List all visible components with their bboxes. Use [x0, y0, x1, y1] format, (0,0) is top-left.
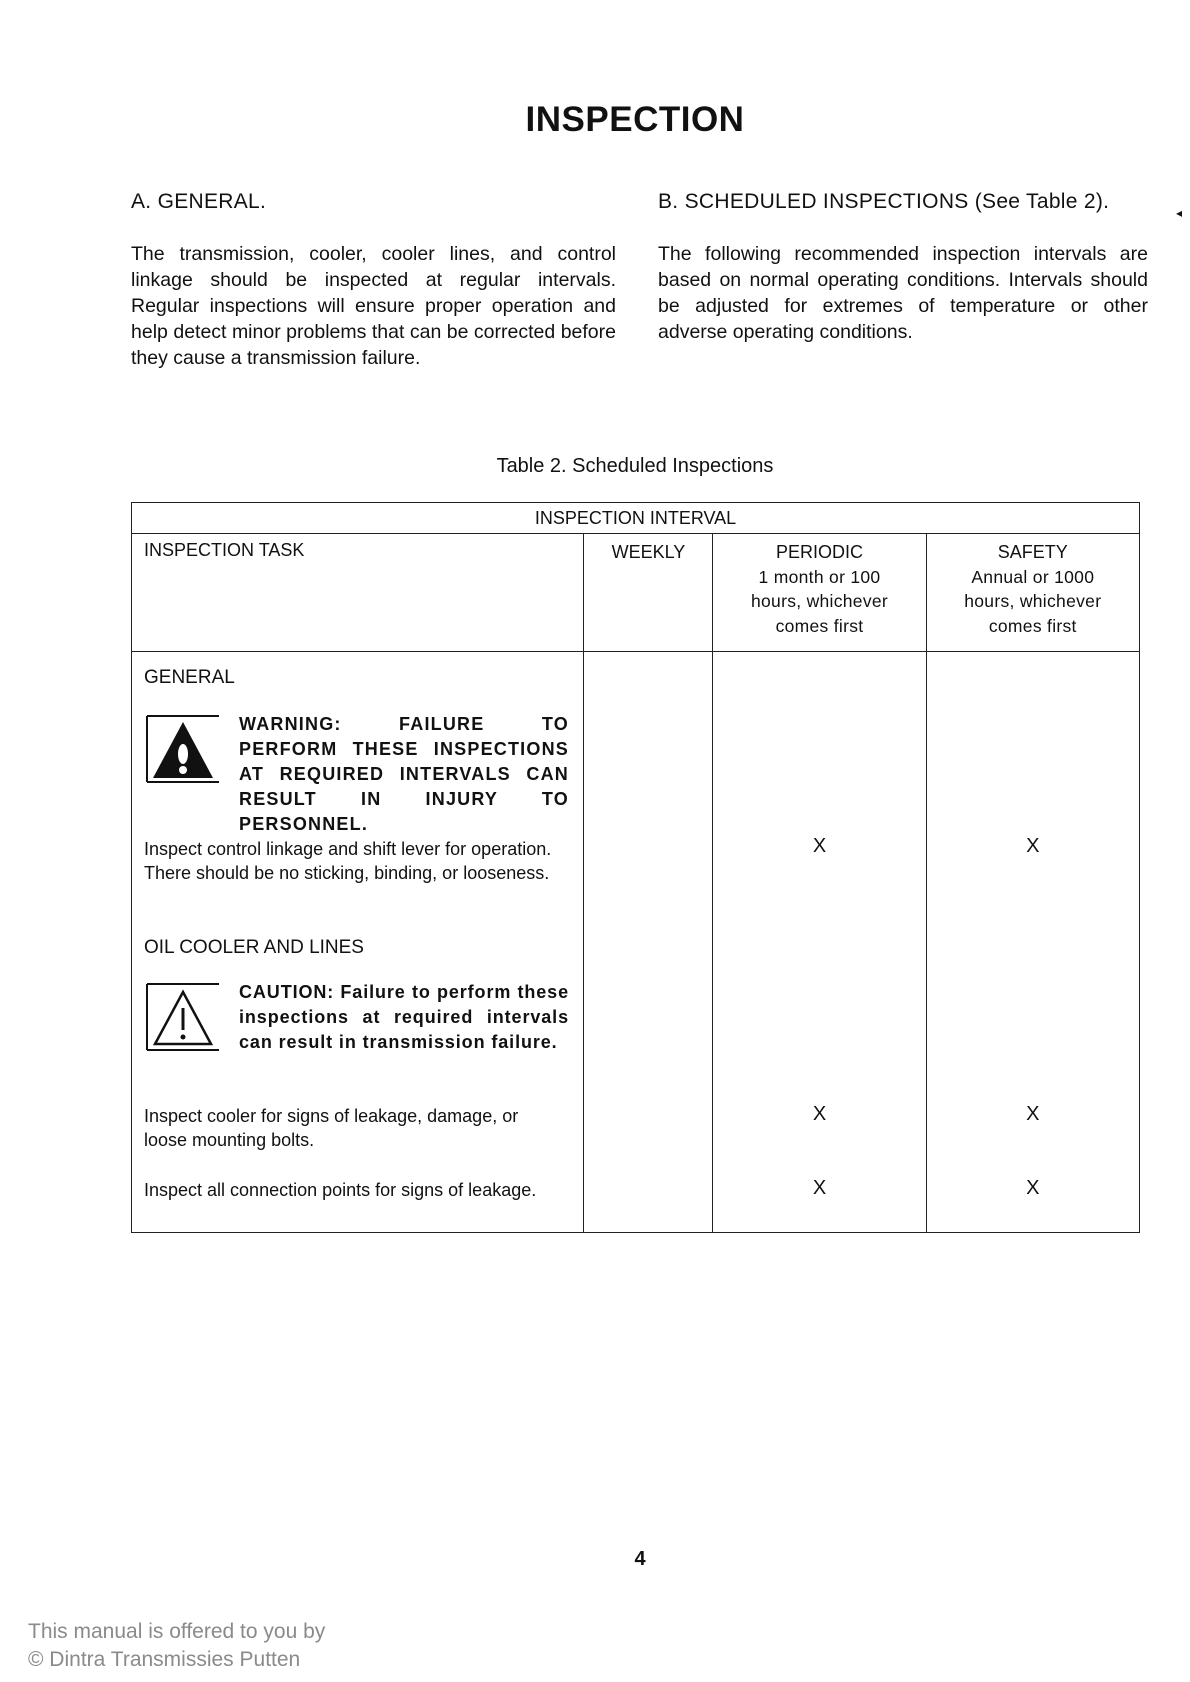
cooler-heading: OIL COOLER AND LINES	[144, 937, 364, 958]
periodic-header-label: PERIODIC	[776, 542, 864, 562]
safety-mark-connections: X	[1026, 1177, 1040, 1199]
safety-mark-linkage: X	[1026, 835, 1040, 857]
periodic-header	[713, 534, 926, 652]
page-title: INSPECTION	[525, 100, 745, 139]
section-general-body: The transmission, cooler, cooler lines, and control linkage should be inspected at regular intervals. Regular inspections will ensure proper operation and help detect minor problems that can be corrected before they cause a transmission failure.	[131, 243, 616, 369]
warning-text: WARNING: FAILURE TO PERFORM THESE INSPECTIONS AT REQUIRED INTERVALS CAN RESULT IN INJURY TO PERSONNEL.	[239, 714, 569, 834]
task-linkage: Inspect control linkage and shift lever for operation. There should be no sticking, binding, or looseness.	[144, 839, 552, 883]
section-scheduled-body: The following recommended inspection intervals are based on normal operating conditions. Intervals should be adjusted for extremes of temperature or other adverse operating conditions.	[658, 243, 1148, 343]
task-connections: Inspect all connection points for signs of leakage.	[144, 1180, 537, 1200]
general-heading: GENERAL	[144, 667, 235, 688]
periodic-header-sub: 1 month or 100 hours, whichever comes first	[750, 566, 889, 636]
margin-arrow-icon: ◂	[1176, 206, 1183, 220]
caution-text: CAUTION: Failure to perform these inspections at required intervals can result in transmission failure.	[239, 982, 569, 1052]
safety-mark-cooler: X	[1026, 1103, 1040, 1125]
safety-header-label: SAFETY	[997, 542, 1068, 562]
warning-icon	[146, 714, 220, 784]
scheduled-inspections-table	[131, 502, 1140, 1233]
section-scheduled-inspections	[658, 190, 1148, 345]
safety-header-sub: Annual or 1000 hours, whichever comes first	[964, 566, 1102, 636]
section-general	[131, 190, 616, 371]
periodic-mark-linkage: X	[812, 835, 827, 857]
inspection-task-header-label: INSPECTION TASK	[144, 540, 305, 560]
table-caption: Table 2. Scheduled Inspections	[496, 455, 774, 477]
task-cooler: Inspect cooler for signs of leakage, damage, or loose mounting bolts.	[144, 1106, 519, 1150]
footer-line-1: This manual is offered to you by	[28, 1620, 326, 1643]
footer-credit	[28, 1618, 325, 1674]
section-general-heading: A. GENERAL.	[131, 190, 267, 213]
page-number: 4	[634, 1548, 646, 1570]
inspection-task-header	[132, 534, 584, 652]
periodic-mark-connections: X	[812, 1177, 827, 1199]
footer-line-2: © Dintra Transmissies Putten	[28, 1648, 301, 1671]
periodic-column-body	[713, 652, 926, 1233]
caution-icon	[146, 982, 220, 1052]
task-column-body	[132, 652, 584, 1233]
inspection-interval-header: INSPECTION INTERVAL	[132, 503, 1140, 534]
safety-header	[926, 534, 1139, 652]
safety-column-body	[926, 652, 1139, 1233]
weekly-column-body	[584, 652, 713, 1233]
weekly-header-label: WEEKLY	[611, 542, 686, 562]
periodic-mark-cooler: X	[812, 1103, 827, 1125]
weekly-header	[584, 534, 713, 652]
section-scheduled-heading: B. SCHEDULED INSPECTIONS (See Table 2).	[658, 190, 1110, 213]
